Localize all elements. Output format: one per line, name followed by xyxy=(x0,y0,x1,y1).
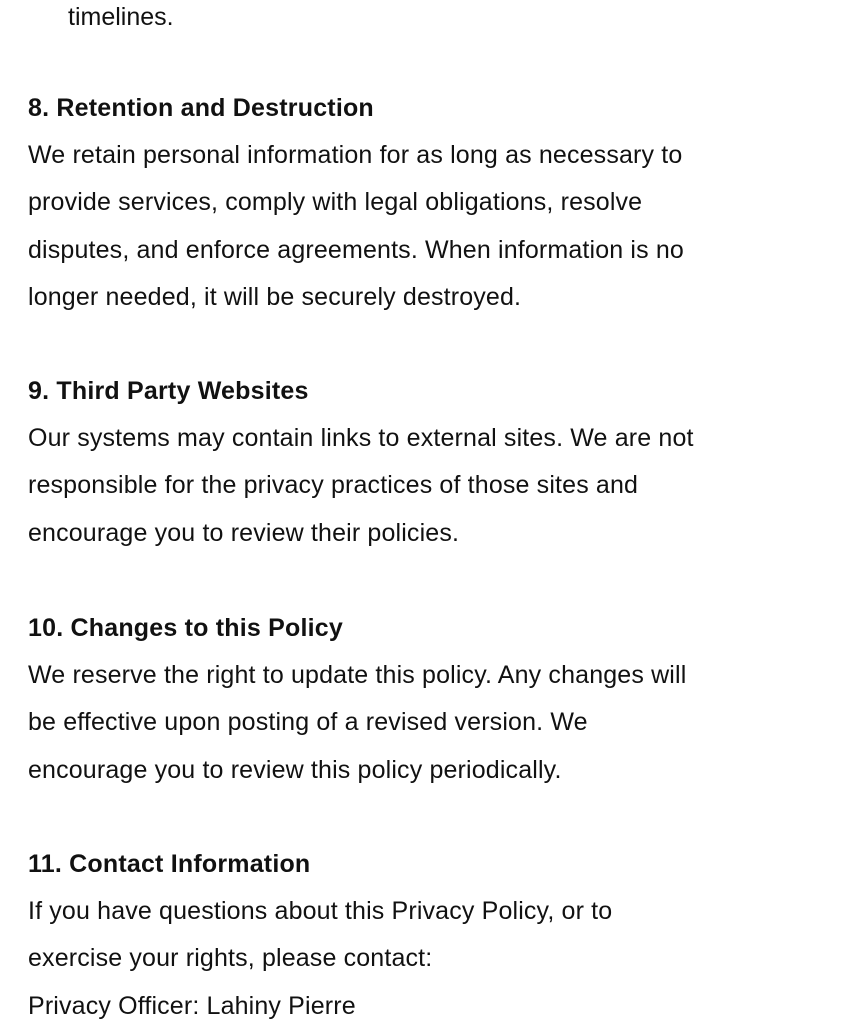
section-body xyxy=(28,652,828,794)
section-heading: 11. Contact Information xyxy=(28,850,311,878)
previous-section-tail: timelines. xyxy=(68,3,174,31)
section-heading: 10. Changes to this Policy xyxy=(28,614,344,642)
body-line: responsible for the privacy practices of those sites and xyxy=(28,471,639,500)
section-heading: 9. Third Party Websites xyxy=(28,377,309,405)
body-line: exercise your rights, please contact: xyxy=(28,944,433,973)
body-line: We reserve the right to update this policy. Any changes will xyxy=(28,661,687,689)
body-line: Our systems may contain links to external sites. We are not xyxy=(28,424,694,452)
body-line: longer needed, it will be securely destroyed. xyxy=(28,282,522,311)
privacy-officer-line: Privacy Officer: Lahiny Pierre xyxy=(28,991,356,1020)
section-third-party-websites xyxy=(28,368,828,557)
body-line: be effective upon posting of a revised version. We xyxy=(28,708,588,737)
body-line: encourage you to review this policy periodically. xyxy=(28,755,562,784)
section-body xyxy=(28,888,828,1030)
section-body xyxy=(28,132,828,321)
section-retention-and-destruction xyxy=(28,85,828,321)
body-line: disputes, and enforce agreements. When information is no xyxy=(28,235,684,264)
body-line: provide services, comply with legal obligations, resolve xyxy=(28,188,643,217)
section-changes-to-policy xyxy=(28,605,828,794)
body-line: encourage you to review their policies. xyxy=(28,518,460,547)
body-line: If you have questions about this Privacy Policy, or to xyxy=(28,897,613,925)
body-line: We retain personal information for as long as necessary to xyxy=(28,141,683,169)
section-contact-information xyxy=(28,841,828,1030)
section-heading: 8. Retention and Destruction xyxy=(28,94,374,122)
section-body xyxy=(28,415,828,557)
